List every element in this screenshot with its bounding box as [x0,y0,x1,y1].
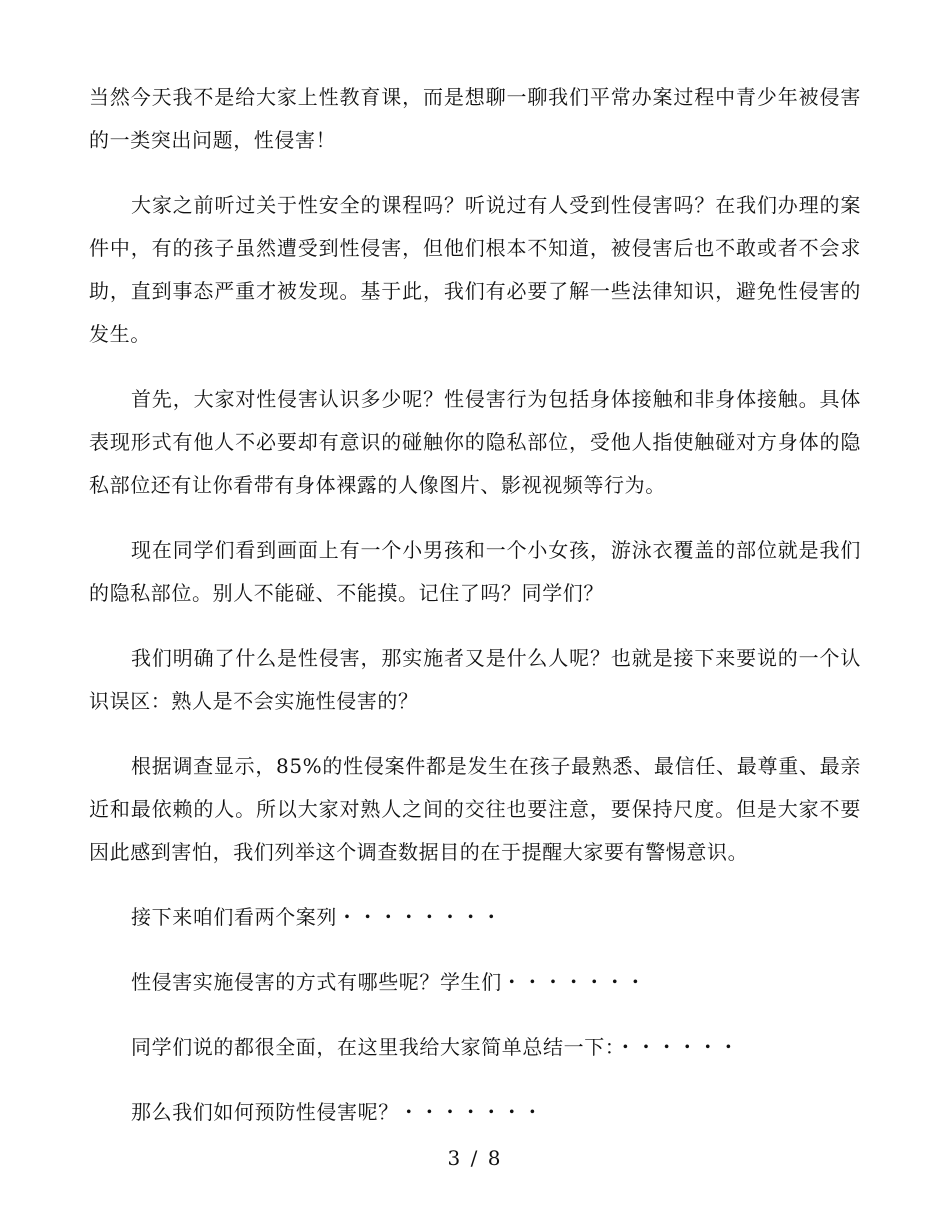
document-body [89,76,861,1134]
paragraph-perpetrators: 我们明确了什么是性侵害，那实施者又是什么人呢？也就是接下来要说的一个认识误区：熟人是不会实施性侵害的？ [89,646,861,713]
paragraph-gap [89,162,861,184]
paragraph-gap [89,723,861,745]
paragraph-questions: 大家之前听过关于性安全的课程吗？听说过有人受到性侵害吗？在我们办理的案件中，有的孩子虽然遭受到性侵害，但他们根本不知道，被侵害后也不敢或者不会求助，直到事态严重才被发现。基于此，我们有必要了解一些法律知识，避免性侵害的发生。 [89,193,861,346]
paragraph-gap [89,874,861,896]
paragraph-gap [89,1069,861,1091]
paragraph-summary: 同学们说的都很全面，在这里我给大家简单总结一下：・・・・・・ [131,1035,739,1059]
paragraph-statistics: 根据调查显示，85%的性侵案件都是发生在孩子最熟悉、最信任、最尊重、最亲近和最依赖的人。所以大家对熟人之间的交往也要注意，要保持尺度。但是大家不要因此感到害怕，我们列举这个调查数据目的在于提醒大家要有警惕意识。 [89,754,861,864]
paragraph-gap [89,615,861,637]
page-number: 3 / 8 [447,1146,503,1170]
paragraph-gap [89,507,861,529]
paragraph-prevention: 那么我们如何预防性侵害呢？・・・・・・・ [131,1100,543,1124]
paragraph-definition: 首先，大家对性侵害认识多少呢？性侵害行为包括身体接触和非身体接触。具体表现形式有他人不必要却有意识的碰触你的隐私部位，受他人指使触碰对方身体的隐私部位还有让你看带有身体裸露的人像图片、影视视频等行为。 [89,387,861,497]
paragraph-private-parts: 现在同学们看到画面上有一个小男孩和一个小女孩，游泳衣覆盖的部位就是我们的隐私部位。别人不能碰、不能摸。记住了吗？同学们？ [89,538,861,605]
paragraph-gap [89,939,861,961]
paragraph-intro: 当然今天我不是给大家上性教育课，而是想聊一聊我们平常办案过程中青少年被侵害的一类突出问题，性侵害！ [89,85,861,152]
paragraph-methods: 性侵害实施侵害的方式有哪些呢？学生们・・・・・・・ [131,970,646,994]
paragraph-gap [89,1004,861,1026]
paragraph-gap [89,356,861,378]
paragraph-cases: 接下来咱们看两个案列・・・・・・・・ [131,905,502,929]
